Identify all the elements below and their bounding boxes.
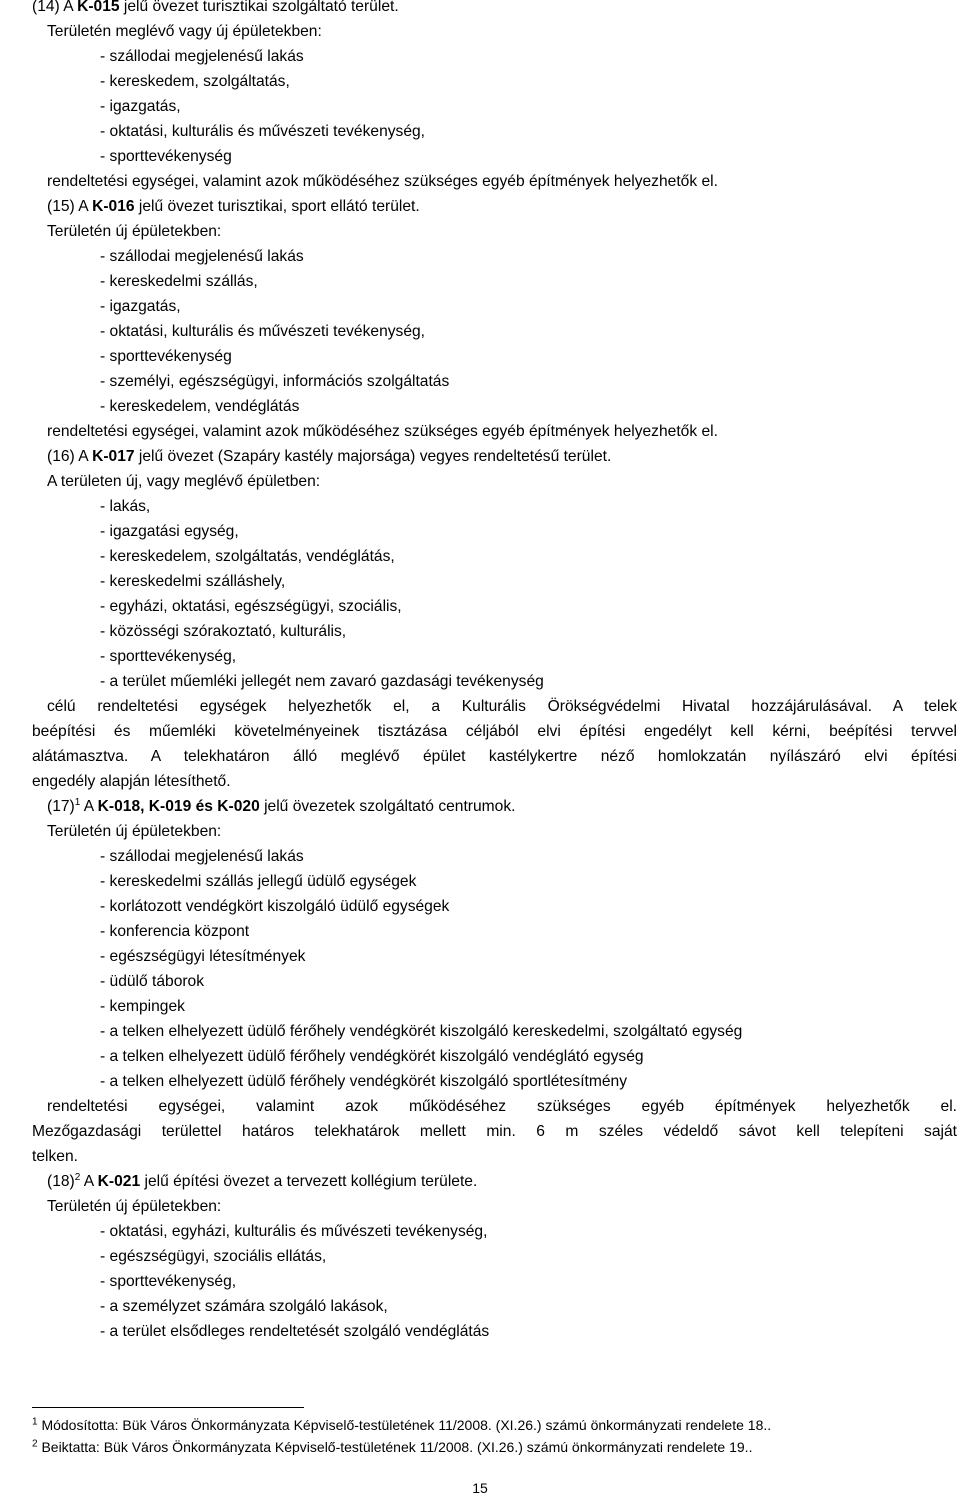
section-18-heading: $(18)^2$ A K-021 jelű építési övezet a tervezett kollégium területe.: [47, 1171, 478, 1190]
list-item: - sporttevékenység: [100, 348, 232, 365]
list-item: - a telken elhelyezett üdülő férőhely vendégkörét kiszolgáló kereskedelmi, szolgáltató egység: [100, 1023, 743, 1040]
list-item: - szállodai megjelenésű lakás: [100, 248, 304, 265]
footnote-ref[interactable]: 2: [74, 1171, 81, 1183]
list-item: - a telken elhelyezett üdülő férőhely vendégkörét kiszolgáló vendéglátó egység: [100, 1048, 644, 1065]
footnote-divider: [32, 1407, 304, 1408]
list-item: - kereskedelem, szolgáltatás, vendéglátás,: [100, 548, 395, 565]
list-item: - személyi, egészségügyi, információs szolgáltatás: [100, 373, 450, 390]
list-item: - kereskedelmi szállás jellegű üdülő egységek: [100, 873, 417, 890]
list-item: - szállodai megjelenésű lakás: [100, 48, 304, 65]
list-item: - egészségügyi, szociális ellátás,: [100, 1248, 327, 1265]
footnote-1: $^1$ Módosította: Bük Város Önkormányzata Képviselő-testületének 11/2008. (XI.26.) számú önkormányzati rendelete 18..: [32, 1416, 772, 1433]
paragraph-line: beépítési és műemléki követelményeinek tisztázása céljából elvi építési engedélyt kell kérni, beépítési tervvel: [32, 723, 957, 740]
paragraph-line: alátámasztva. A telekhatáron álló meglévő épület kastélykertre néző homlokzatán nyílászáró elvi építési: [32, 748, 957, 765]
section-16-intro: A területen új, vagy meglévő épületben:: [47, 473, 321, 490]
list-item: - igazgatás,: [100, 298, 181, 315]
section-16-heading: (16) A K-017 jelű övezet (Szapáry kastély majorsága) vegyes rendeltetésű terület.: [47, 448, 612, 465]
footnote-ref[interactable]: 1: [74, 796, 81, 808]
list-item: - egyházi, oktatási, egészségügyi, szociális,: [100, 598, 402, 615]
section-14-closing: rendeltetési egységei, valamint azok működéséhez szükséges egyéb építmények helyezhetők el.: [47, 173, 718, 190]
list-item: - a telken elhelyezett üdülő férőhely vendégkörét kiszolgáló sportlétesítmény: [100, 1073, 628, 1090]
list-item: - kempingek: [100, 998, 185, 1015]
list-item: - egészségügyi létesítmények: [100, 948, 306, 965]
footnote-2: $^2$ Beiktatta: Bük Város Önkormányzata Képviselő-testületének 11/2008. (XI.26.) számú önkormányzati rendelete 19..: [32, 1438, 753, 1455]
section-17-intro: Területén új épületekben:: [47, 823, 222, 840]
list-item: - konferencia központ: [100, 923, 250, 940]
list-item: - kereskedelem, vendéglátás: [100, 398, 300, 415]
list-item: - közösségi szórakoztató, kulturális,: [100, 623, 347, 640]
section-15-intro: Területén új épületekben:: [47, 223, 222, 240]
paragraph-line: telken.: [32, 1148, 78, 1165]
list-item: - lakás,: [100, 498, 151, 515]
list-item: - a terület műemléki jellegét nem zavaró gazdasági tevékenység: [100, 673, 544, 690]
list-item: - szállodai megjelenésű lakás: [100, 848, 304, 865]
list-item: - oktatási, kulturális és művészeti tevékenység,: [100, 123, 426, 140]
paragraph-line: engedély alapján létesíthető.: [32, 773, 231, 790]
list-item: - üdülő táborok: [100, 973, 205, 990]
list-item: - kereskedem, szolgáltatás,: [100, 73, 290, 90]
list-item: - oktatási, egyházi, kulturális és művészeti tevékenység,: [100, 1223, 488, 1240]
list-item: - korlátozott vendégkört kiszolgáló üdülő egységek: [100, 898, 450, 915]
paragraph-line: rendeltetési egységei, valamint azok működéséhez szükséges egyéb építmények helyezhetők el.: [47, 1098, 957, 1115]
paragraph-line: Mezőgazdasági területtel határos telekhatárok mellett min. 6 m széles védeldő sávot kell telepíteni saját: [32, 1123, 957, 1140]
list-item: - a terület elsődleges rendeltetését szolgáló vendéglátás: [100, 1323, 490, 1340]
section-14-heading: (14) A K-015 jelű övezet turisztikai szolgáltató terület.: [32, 0, 399, 15]
list-item: - igazgatási egység,: [100, 523, 239, 540]
section-14-intro: Területén meglévő vagy új épületekben:: [47, 23, 322, 40]
page-number: 15: [472, 1480, 488, 1496]
paragraph-line: célú rendeltetési egységek helyezhetők el, a Kulturális Örökségvédelmi Hivatal hozzájárulásával. A telek: [47, 698, 957, 715]
section-15-heading: (15) A K-016 jelű övezet turisztikai, sport ellátó terület.: [47, 198, 420, 215]
list-item: - sporttevékenység: [100, 148, 232, 165]
list-item: - kereskedelmi szállás,: [100, 273, 258, 290]
section-15-closing: rendeltetési egységei, valamint azok működéséhez szükséges egyéb építmények helyezhetők el.: [47, 423, 718, 440]
section-18-intro: Területén új épületekben:: [47, 1198, 222, 1215]
list-item: - kereskedelmi szálláshely,: [100, 573, 286, 590]
list-item: - igazgatás,: [100, 98, 181, 115]
list-item: - sporttevékenység,: [100, 648, 237, 665]
list-item: - sporttevékenység,: [100, 1273, 237, 1290]
list-item: - oktatási, kulturális és művészeti tevékenység,: [100, 323, 426, 340]
section-17-heading: $(17)^1$ A K-018, K-019 és K-020 jelű övezetek szolgáltató centrumok.: [47, 796, 516, 815]
list-item: - a személyzet számára szolgáló lakások,: [100, 1298, 388, 1315]
